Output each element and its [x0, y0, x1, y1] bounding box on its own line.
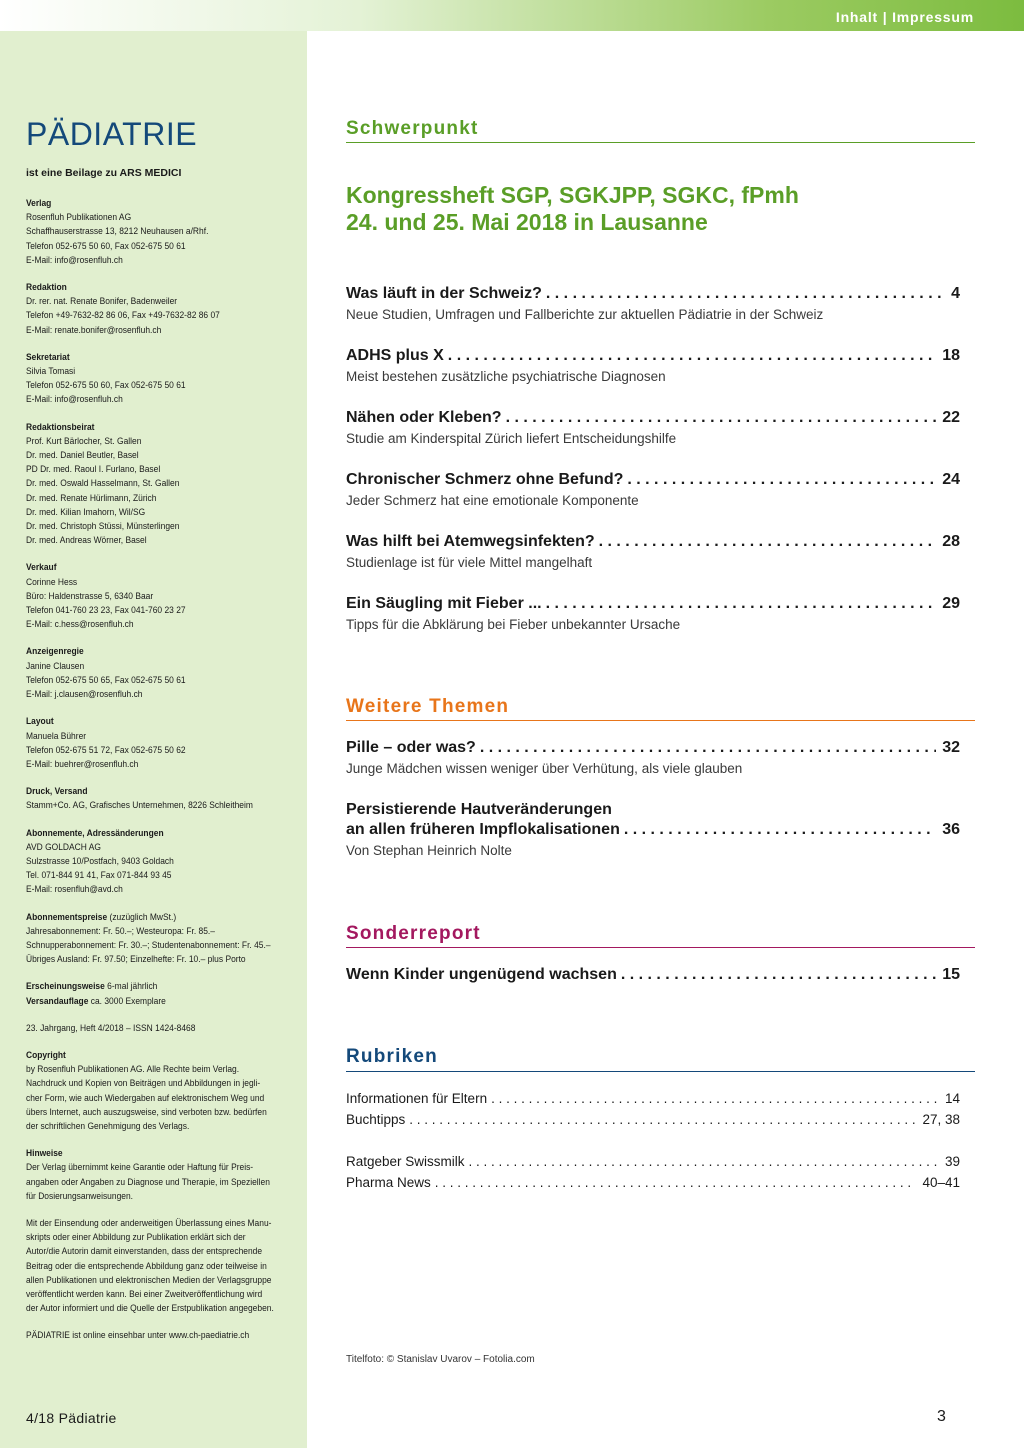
imprint-block — [26, 1049, 272, 1134]
imprint-line: 23. Jahrgang, Heft 4/2018 – ISSN 1424-8468 — [26, 1022, 196, 1034]
imprint-line: Janine Clausen — [26, 660, 85, 672]
toc-entry-subtitle: Von Stephan Heinrich Nolte — [346, 843, 512, 858]
imprint-block — [26, 421, 272, 549]
imprint-heading: Verlag — [26, 198, 52, 209]
imprint-line: Telefon 052-675 50 60, Fax 052-675 50 61 — [26, 380, 186, 392]
toc-entry-row — [346, 820, 960, 840]
imprint-line: Schaffhauserstrasse 13, 8212 Neuhausen a/Rhf. — [26, 226, 209, 238]
toc-entry — [346, 284, 960, 322]
toc-entry-title: Nähen oder Kleben? — [346, 409, 502, 426]
rubrik-leader-dots — [491, 1091, 939, 1106]
imprint-line: AVD GOLDACH AG — [26, 841, 101, 853]
rubrik-title: Informationen für Eltern — [346, 1091, 488, 1106]
toc-entry-title: an allen früheren Impflokalisationen — [346, 821, 620, 838]
toc-entry-row — [346, 408, 960, 428]
toc-entry-page: 32 — [942, 739, 960, 756]
lead-line: 24. und 25. Mai 2018 in Lausanne — [346, 209, 708, 235]
imprint-line: Rosenfluh Publikationen AG — [26, 212, 132, 224]
imprint-line: angaben oder Angaben zu Diagnose und Therapie, im Speziellen — [26, 1176, 270, 1188]
imprint-heading: Abonnementspreise — [26, 911, 108, 923]
imprint-heading-line — [26, 197, 272, 211]
toc-entry — [346, 532, 960, 570]
imprint-line: Sulzstrasse 10/Postfach, 9403 Goldach — [26, 855, 174, 867]
imprint-heading-line — [26, 645, 272, 659]
imprint-heading-line — [26, 911, 272, 925]
toc-entry-row — [346, 532, 960, 552]
section-rule-rubriken — [346, 1071, 975, 1072]
toc-entry — [346, 800, 960, 858]
imprint-block — [26, 351, 272, 408]
footer-issue: 4/18 Pädiatrie — [26, 1410, 117, 1426]
imprint-heading-line — [26, 1147, 272, 1161]
imprint-heading-line — [26, 980, 272, 994]
toc-entry-title-line: Persistierende Hautveränderungen — [346, 801, 612, 818]
lead-line: Kongressheft SGP, SGKJPP, SGKC, fPmh — [346, 182, 799, 208]
imprint-heading-line — [26, 785, 272, 799]
imprint-line: Stamm+Co. AG, Grafisches Unternehmen, 8226 Schleitheim — [26, 800, 253, 812]
imprint-line: by Rosenfluh Publikationen AG. Alle Rechte beim Verlag. — [26, 1064, 240, 1076]
rubrik-leader-dots — [469, 1154, 939, 1169]
imprint-block — [26, 785, 272, 813]
section-title-schwerpunkt: Schwerpunkt — [346, 118, 479, 139]
toc-entry-page: 29 — [942, 595, 960, 612]
imprint-block — [26, 715, 272, 772]
imprint-line: der schriftlichen Genehmigung des Verlags. — [26, 1120, 190, 1132]
toc-leader-dots — [448, 346, 936, 366]
toc-entry-subtitle: Studie am Kinderspital Zürich liefert Entscheidungshilfe — [346, 431, 677, 446]
imprint-line: veröffentlicht werden kann. Bei einer Zweitveröffentlichung wird — [26, 1289, 263, 1300]
imprint-heading: Abonnemente, Adressänderungen — [26, 827, 164, 839]
imprint-line: Büro: Haldenstrasse 5, 6340 Baar — [26, 590, 154, 602]
toc-entry-page: 4 — [951, 285, 960, 302]
rubrik-page: 39 — [944, 1154, 960, 1169]
magazine-title: PÄDIATRIE — [26, 116, 198, 152]
toc-leader-dots — [627, 470, 936, 490]
rubrik-title: Ratgeber Swissmilk — [346, 1154, 465, 1169]
imprint-block — [26, 197, 272, 268]
toc-entry-subtitle: Junge Mädchen wissen weniger über Verhütung, als viele glauben — [346, 761, 743, 776]
magazine-tagline: ist eine Beilage zu ARS MEDICI — [26, 167, 182, 179]
rubrik-item — [346, 1112, 960, 1127]
toc-entry-subtitle: Neue Studien, Umfragen und Fallberichte zur aktuellen Pädiatrie in der Schweiz — [346, 307, 824, 322]
rubrik-page: 14 — [944, 1091, 960, 1106]
imprint-heading: Hinweise — [26, 1148, 63, 1160]
imprint-block — [26, 645, 272, 702]
toc-entry-page: 24 — [942, 471, 960, 488]
imprint-line: Tel. 071-844 91 41, Fax 071-844 93 45 — [26, 870, 172, 882]
section-rule-sonderreport — [346, 947, 975, 948]
toc-entry-title: Pille – oder was? — [346, 739, 476, 756]
rubrik-leader-dots — [435, 1175, 917, 1190]
footer-page-number: 3 — [937, 1408, 946, 1425]
section-title-weitere-themen: Weitere Themen — [346, 696, 510, 717]
toc-entry — [346, 470, 960, 508]
rubrik-item — [346, 1091, 960, 1106]
imprint-line: cher Form, wie auch Wiedergaben auf elektronischem Weg und — [26, 1092, 265, 1104]
rubrik-title: Pharma News — [346, 1175, 431, 1190]
imprint-heading-line — [26, 827, 272, 841]
imprint-line: Übriges Ausland: Fr. 97.50; Einzelhefte: Fr. 10.– plus Porto — [26, 954, 246, 966]
imprint-line: Dr. med. Renate Hürlimann, Zürich — [26, 492, 157, 504]
imprint-block — [26, 561, 272, 632]
rubrik-page: 27, 38 — [922, 1112, 960, 1127]
toc-leader-dots — [546, 284, 945, 304]
section-title-rubriken: Rubriken — [346, 1046, 438, 1067]
imprint-line: Dr. med. Oswald Hasselmann, St. Gallen — [26, 478, 180, 490]
imprint-block — [26, 911, 272, 968]
imprint-heading: Verkauf — [26, 562, 57, 574]
imprint-line: Dr. med. Kilian Imahorn, Wil/SG — [26, 506, 146, 518]
imprint-line: E-Mail: c.hess@rosenfluh.ch — [26, 619, 134, 631]
lead-headline — [346, 182, 799, 236]
toc-leader-dots — [480, 738, 936, 758]
imprint-heading: Copyright — [26, 1049, 66, 1061]
toc-entry-row — [346, 965, 960, 985]
imprint-line: Mit der Einsendung oder anderweitigen Überlassung eines Manu- — [26, 1217, 272, 1229]
imprint-line: allen Publikationen und elektronischen Medien der Verlagsgruppe — [26, 1274, 272, 1286]
section-rule-weitere-themen — [346, 720, 975, 721]
imprint-text — [26, 197, 272, 1357]
imprint-line: E-Mail: rosenfluh@avd.ch — [26, 884, 123, 896]
imprint-line: Telefon +49-7632-82 86 06, Fax +49-7632-82 86 07 — [26, 310, 220, 322]
imprint-line: Corinne Hess — [26, 576, 78, 588]
imprint-block — [26, 1147, 272, 1204]
imprint-block — [26, 827, 272, 898]
imprint-heading-line — [26, 1049, 272, 1063]
imprint-line: E-Mail: j.clausen@rosenfluh.ch — [26, 689, 143, 701]
toc-entry-subtitle: Meist bestehen zusätzliche psychiatrische Diagnosen — [346, 369, 666, 384]
imprint-line: Dr. med. Christoph Stüssi, Münsterlingen — [26, 521, 180, 533]
imprint-block — [26, 1329, 272, 1343]
imprint-line: Telefon 052-675 50 65, Fax 052-675 50 61 — [26, 674, 186, 686]
rubrik-leader-dots — [409, 1112, 916, 1127]
imprint-heading-note: 6-mal jährlich — [104, 981, 158, 993]
toc-entry-page: 15 — [942, 966, 960, 983]
imprint-heading-line — [26, 351, 272, 365]
rubrik-title: Buchtipps — [346, 1112, 406, 1127]
imprint-line: Telefon 041-760 23 23, Fax 041-760 23 27 — [26, 605, 186, 617]
toc-entry — [346, 594, 960, 632]
imprint-line: E-Mail: renate.bonifer@rosenfluh.ch — [26, 324, 162, 336]
imprint-line: Telefon 052-675 51 72, Fax 052-675 50 62 — [26, 744, 186, 756]
imprint-line: der Autor informiert und die Quelle der Erstpublikation angegeben. — [26, 1303, 274, 1315]
toc-entry-title: Wenn Kinder ungenügend wachsen — [346, 966, 617, 983]
imprint-line: Dr. rer. nat. Renate Bonifer, Badenweiler — [26, 296, 178, 308]
rubrik-item — [346, 1175, 960, 1190]
imprint-line: E-Mail: buehrer@rosenfluh.ch — [26, 758, 139, 770]
imprint-line: Nachdruck und Kopien von Beiträgen und Abbildungen in jegli- — [26, 1078, 261, 1090]
imprint-line: PÄDIATRIE ist online einsehbar unter www.ch-paediatrie.ch — [26, 1330, 250, 1342]
imprint-heading-line — [26, 421, 272, 435]
imprint-heading-line — [26, 715, 272, 729]
header-label: Inhalt | Impressum — [835, 9, 974, 25]
toc-entry — [346, 408, 960, 446]
toc-entry-row — [346, 284, 960, 304]
toc-entry — [346, 965, 960, 985]
toc-entry-row — [346, 738, 960, 758]
section-rule-schwerpunkt — [346, 142, 975, 143]
toc-entry-row — [346, 346, 960, 366]
imprint-line: Beitrag oder die entsprechende Abbildung ganz oder teilweise in — [26, 1260, 267, 1272]
imprint-line: Autor/die Autorin damit einverstanden, dass der entsprechende — [26, 1246, 263, 1258]
rubrik-page: 40–41 — [922, 1175, 960, 1190]
imprint-line: Prof. Kurt Bärlocher, St. Gallen — [26, 435, 142, 447]
toc-entry-row — [346, 594, 960, 614]
toc-entry-subtitle: Jeder Schmerz hat eine emotionale Komponente — [346, 493, 639, 508]
section-title-sonderreport: Sonderreport — [346, 923, 481, 944]
toc-leader-dots — [599, 532, 937, 552]
toc-leader-dots — [624, 820, 936, 840]
toc-leader-dots — [546, 594, 937, 614]
imprint-heading-note: ca. 3000 Exemplare — [88, 995, 166, 1007]
imprint-line: übers Internet, auch auszugsweise, sind verboten bzw. bedürfen — [26, 1106, 267, 1118]
imprint-line: Der Verlag übernimmt keine Garantie oder Haftung für Preis- — [26, 1162, 254, 1174]
imprint-line: Dr. med. Daniel Beutler, Basel — [26, 450, 139, 462]
imprint-heading-line — [26, 561, 272, 575]
imprint-heading: Versandauflage — [26, 995, 89, 1007]
imprint-line: Schnupperabonnement: Fr. 30.–; Studentenabonnement: Fr. 45.– — [26, 939, 271, 951]
toc-entry-row — [346, 470, 960, 490]
toc-leader-dots — [506, 408, 937, 428]
imprint-line: Manuela Bührer — [26, 730, 87, 742]
imprint-line: Telefon 052-675 50 60, Fax 052-675 50 61 — [26, 240, 186, 252]
toc-entry-page: 18 — [942, 347, 960, 364]
toc-entry — [346, 738, 960, 776]
header-bar — [0, 0, 1024, 31]
imprint-heading-line — [26, 281, 272, 295]
imprint-heading: Erscheinungsweise — [26, 981, 105, 993]
imprint-heading-note: (zuzüglich MwSt.) — [107, 911, 177, 923]
imprint-block — [26, 980, 272, 1008]
imprint-line: Dr. med. Andreas Wörner, Basel — [26, 535, 147, 547]
imprint-heading: Anzeigenregie — [26, 646, 84, 658]
imprint-line: PD Dr. med. Raoul I. Furlano, Basel — [26, 464, 161, 476]
imprint-line: skripts oder einer Abbildung zur Publikation erklärt sich der — [26, 1232, 246, 1244]
toc-entry-title: ADHS plus X — [346, 347, 444, 364]
toc-entry-page: 36 — [942, 821, 960, 838]
toc-entry-subtitle: Tipps für die Abklärung bei Fieber unbekannter Ursache — [346, 617, 681, 632]
toc-entry-title: Was läuft in der Schweiz? — [346, 285, 542, 302]
toc-leader-dots — [621, 965, 936, 985]
imprint-line: E-Mail: info@rosenfluh.ch — [26, 254, 123, 266]
imprint-line: Silvia Tomasi — [26, 366, 76, 378]
imprint-block — [26, 281, 272, 338]
imprint-heading: Sekretariat — [26, 351, 70, 363]
imprint-heading: Redaktion — [26, 282, 67, 294]
imprint-heading: Redaktionsbeirat — [26, 421, 95, 433]
imprint-line: für Dosierungsanweisungen. — [26, 1190, 134, 1202]
imprint-heading: Layout — [26, 716, 54, 728]
photo-credit: Titelfoto: © Stanislav Uvarov – Fotolia.com — [346, 1354, 535, 1365]
toc-entry-subtitle: Studienlage ist für viele Mittel mangelhaft — [346, 555, 593, 570]
rubrik-item — [346, 1154, 960, 1169]
imprint-heading-line — [26, 995, 272, 1009]
imprint-line: Jahresabonnement: Fr. 50.–; Westeuropa: Fr. 85.– — [26, 925, 215, 937]
toc-entry-title: Ein Säugling mit Fieber ... — [346, 595, 542, 612]
imprint-block — [26, 1022, 272, 1036]
toc-entry-page: 28 — [942, 533, 960, 550]
toc-entry-title: Chronischer Schmerz ohne Befund? — [346, 471, 624, 488]
imprint-line: E-Mail: info@rosenfluh.ch — [26, 394, 123, 406]
imprint-block — [26, 1217, 272, 1316]
imprint-heading: Druck, Versand — [26, 786, 88, 798]
toc-entry — [346, 346, 960, 384]
toc-entry-title: Was hilft bei Atemwegsinfekten? — [346, 533, 595, 550]
toc-entry-page: 22 — [942, 409, 960, 426]
